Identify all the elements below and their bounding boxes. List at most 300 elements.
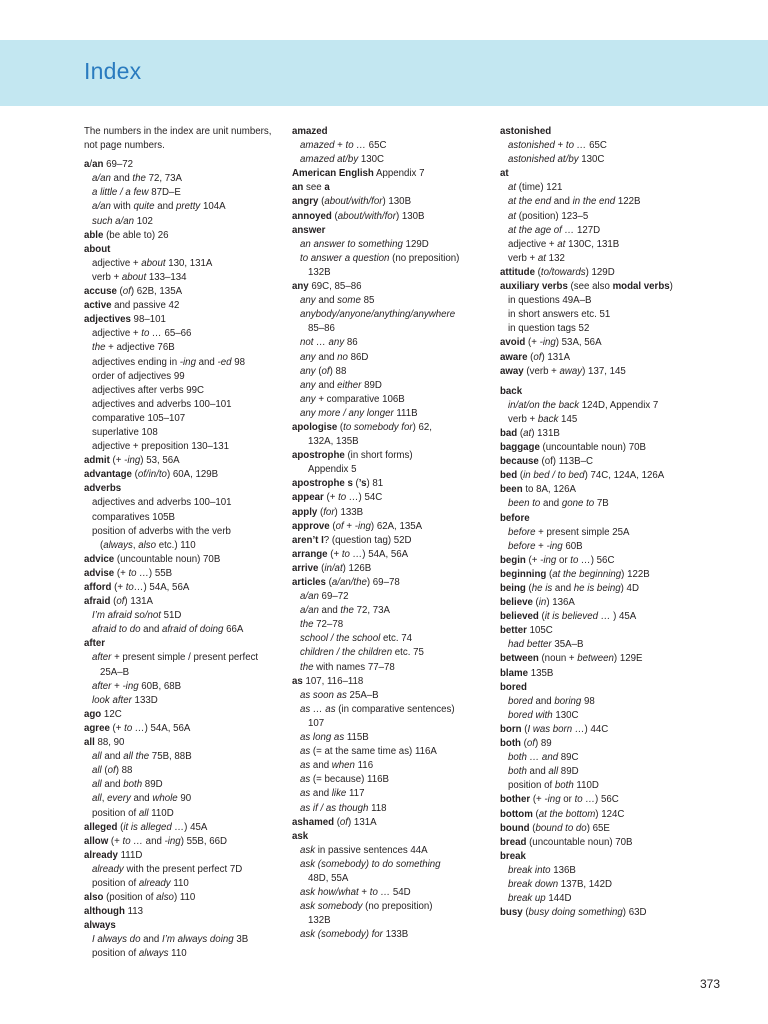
index-text: ask (somebody) for (300, 929, 383, 941)
index-entry (292, 816, 484, 830)
index-text: such a/an (92, 215, 135, 227)
index-text: (no preposition) (389, 252, 460, 264)
index-text: of (526, 738, 535, 750)
index-text: ) 130B (395, 210, 425, 222)
index-subentry (500, 765, 710, 779)
index-text: 122B (615, 196, 641, 208)
index-text: (time) 121 (516, 182, 563, 194)
index-entry (500, 850, 710, 864)
index-subentry (84, 186, 276, 200)
index-entry (292, 576, 484, 590)
index-text: any more / any longer (300, 407, 394, 419)
index-text: and (552, 583, 574, 594)
index-text: all (92, 765, 102, 777)
index-text: in (538, 597, 547, 609)
index-text: bored (508, 695, 533, 707)
index-entry (500, 441, 710, 455)
index-subentry (292, 787, 484, 801)
index-text: Appendix 7 (373, 168, 425, 180)
index-entry (84, 299, 276, 313)
index-text: (uncountable noun) 70B (539, 442, 646, 454)
index-text: 133D (131, 694, 158, 706)
index-entry (500, 808, 710, 822)
index-text: ( (538, 611, 545, 623)
index-text: (uncountable noun) 70B (114, 553, 221, 565)
index-text: I was born … (527, 723, 585, 735)
index-text: also (84, 892, 104, 904)
index-text: -ing (124, 455, 141, 467)
index-subentry (292, 266, 484, 280)
index-entry (84, 919, 276, 933)
index-text: in/at/on the back (508, 399, 580, 411)
index-text: always (138, 948, 169, 960)
index-subentry (292, 773, 484, 787)
index-text: ( (522, 907, 529, 919)
index-subentry (500, 497, 710, 511)
index-text: ( (317, 506, 324, 518)
index-subentry (500, 864, 710, 878)
index-text: 127D (574, 224, 601, 236)
index-entry (84, 849, 276, 863)
index-text: position of (508, 780, 555, 792)
index-subentry (292, 914, 484, 928)
index-entry (292, 491, 484, 505)
index-subentry (84, 694, 276, 708)
index-text: (in short forms) (344, 450, 413, 462)
index-entry (84, 835, 276, 849)
index-subentry (500, 308, 710, 322)
index-entry (500, 266, 710, 280)
index-text: bored with (508, 709, 553, 721)
index-text: + (535, 540, 547, 552)
index-text: any (300, 365, 316, 377)
index-text: at (500, 168, 509, 180)
index-text: allow (84, 835, 109, 847)
index-subentry (84, 327, 276, 341)
index-text: I’m always doing (162, 934, 234, 946)
index-entry (292, 224, 484, 238)
index-text: 25A–B (346, 689, 379, 701)
index-text: ) 54A, 56A (143, 582, 190, 593)
index-text: school / the school (300, 633, 381, 645)
index-text: to 8A, 126A (522, 484, 576, 496)
index-text: ’s (358, 478, 367, 490)
index-text: of (321, 365, 330, 377)
index-subentry (292, 745, 484, 759)
index-subentry (292, 463, 484, 477)
index-text: adjectives and adverbs 100–101 (92, 398, 232, 410)
index-text: and (154, 201, 177, 213)
index-entry (500, 582, 710, 596)
index-text: in question tags 52 (508, 323, 590, 335)
index-subentry (292, 351, 484, 365)
index-text: bad (500, 427, 518, 439)
index-subentry (292, 886, 484, 900)
index-text: ( (117, 821, 124, 833)
index-subentry (84, 440, 276, 454)
page-number: 373 (700, 977, 721, 991)
index-text: and (101, 779, 124, 791)
index-text: boring (554, 695, 582, 707)
index-text: no (337, 351, 348, 363)
index-text: 51D (160, 610, 182, 622)
index-entry (500, 836, 710, 850)
index-text: after (92, 680, 112, 692)
index-text: ask how/what (300, 887, 359, 899)
index-subentry (292, 336, 484, 350)
index-text: as (300, 774, 311, 786)
index-text: ( (532, 597, 539, 609)
index-text: to somebody for (343, 421, 413, 433)
index-entry (84, 158, 276, 172)
index-entry (500, 822, 710, 836)
index-text: a (84, 159, 90, 171)
index-text: 130C, 131B (565, 238, 620, 250)
index-text: of (335, 520, 344, 532)
index-subentry (84, 215, 276, 229)
index-text: 105C (526, 625, 553, 637)
index-text: busy (500, 907, 523, 919)
index-text: 60B (562, 540, 583, 552)
index-text: 86D (347, 351, 369, 363)
index-text: position of adverbs with the verb (92, 525, 231, 537)
index-text: 3B (233, 934, 249, 946)
index-entry (84, 229, 276, 243)
index-text: ( (329, 520, 336, 532)
index-text: astonished at/by (508, 154, 579, 166)
index-text: position of (92, 807, 139, 819)
index-text: -ed (217, 356, 232, 368)
index-text: + present simple 25A (535, 526, 630, 538)
index-text: 89D (142, 779, 163, 791)
index-text: ) 124C (595, 808, 625, 820)
index-text: alleged (84, 821, 118, 833)
index-text: ) 55B, 66D (180, 835, 227, 847)
index-entry (292, 167, 484, 181)
index-entry (500, 469, 710, 483)
index-text: with names 77–78 (313, 661, 395, 673)
index-text: ) 62, (412, 421, 432, 433)
index-entry (84, 285, 276, 299)
index-text: 98 (581, 695, 595, 707)
index-text: apply (292, 506, 318, 518)
index-text: ( (100, 539, 104, 551)
index-text: ) 110 (173, 892, 196, 904)
index-entry (500, 737, 710, 751)
index-text: all (92, 751, 102, 763)
index-text: 7B (594, 498, 609, 510)
index-text: order of adjectives 99 (92, 370, 185, 382)
index-text: ago (84, 708, 102, 720)
index-entry (500, 336, 710, 350)
index-entry (292, 210, 484, 224)
index-text: modal verbs (612, 281, 670, 293)
index-text: and (532, 695, 555, 707)
index-text: ) 131A (348, 816, 377, 828)
index-text: (position of (103, 892, 157, 904)
index-text: whole (152, 793, 178, 805)
index-text: (= at the same time as) 116A (310, 746, 437, 758)
index-subentry (500, 252, 710, 266)
index-text: apostrophe (292, 450, 345, 462)
index-text: for (323, 506, 335, 518)
index-text: 110 (170, 877, 189, 889)
index-text: gone to (561, 498, 595, 510)
index-text: 12C (101, 708, 122, 720)
index-text: about (121, 271, 147, 283)
index-text: 54D (390, 887, 411, 899)
index-text: the (132, 173, 146, 185)
index-text: ) 129E (613, 653, 643, 665)
index-text: born (500, 723, 522, 735)
index-subentry (500, 878, 710, 892)
index-text: 89C (558, 752, 579, 764)
index-text: , (101, 793, 108, 805)
index-text: + (343, 520, 355, 532)
index-text: -ing (122, 680, 139, 692)
index-text: at (523, 427, 532, 439)
index-entry (292, 449, 484, 463)
index-text: at (508, 182, 517, 194)
index-text: because (500, 456, 539, 468)
index-text: ) 62B, 135A (130, 286, 183, 298)
index-text: apostrophe s (292, 478, 353, 490)
index-entry (84, 821, 276, 835)
index-entry (292, 477, 484, 491)
index-text: 130C (358, 154, 385, 166)
index-entry (84, 736, 276, 750)
index-text: (+ (530, 794, 545, 806)
index-entry (292, 280, 484, 294)
index-entry (500, 365, 710, 379)
index-subentry (292, 604, 484, 618)
index-text: believed (500, 611, 539, 623)
index-text: break up (508, 893, 546, 905)
index-text: attitude (500, 266, 535, 278)
index-text: + (111, 680, 123, 692)
index-subentry (84, 172, 276, 186)
index-text: with (110, 201, 134, 213)
index-text: comparative 105–107 (92, 412, 186, 424)
index-text: (no preposition) (362, 901, 433, 913)
index-subentry (292, 590, 484, 604)
index-text: 75B, 88B (149, 751, 192, 763)
index-text: ) (669, 281, 673, 293)
index-text: adverbs (84, 483, 122, 495)
index-subentry (292, 802, 484, 816)
index-text: ask (somebody) to do something (300, 858, 441, 870)
index-text: angry (292, 196, 319, 208)
index-text: ) 63D (622, 907, 647, 919)
index-text: of (533, 351, 542, 363)
index-subentry (292, 252, 484, 266)
index-text: away (559, 365, 583, 377)
index-text: to … (574, 794, 596, 806)
index-text: ) 53A, 56A (555, 337, 602, 349)
index-text: quite (133, 201, 155, 213)
index-text: avoid (500, 337, 526, 349)
index-text: an answer to something (300, 238, 403, 250)
index-text: 111D (117, 849, 143, 861)
index-text: (+ (525, 554, 541, 566)
index-subentry (292, 139, 484, 153)
index-entry (84, 468, 276, 482)
index-entry (500, 793, 710, 807)
index-text: 110D (148, 807, 174, 819)
index-subentry (500, 751, 710, 765)
index-entry (84, 482, 276, 496)
index-text: appear (292, 492, 324, 504)
index-text: see (303, 182, 325, 194)
index-text: of (116, 596, 125, 608)
index-text: 104A (200, 201, 226, 213)
index-entry (500, 351, 710, 365)
index-text: an (292, 182, 304, 194)
index-text: 66A (223, 624, 244, 636)
index-subentry (292, 153, 484, 167)
index-subentry (500, 695, 710, 709)
index-text: an (92, 159, 104, 171)
index-text: 72, 73A (353, 605, 390, 617)
index-text: to … (338, 492, 359, 504)
index-text: advice (84, 553, 115, 565)
index-text: ? (question tag) 52D (323, 534, 412, 546)
index-entry (292, 520, 484, 534)
index-text: adjective + (92, 257, 142, 269)
index-entry (500, 554, 710, 568)
index-text: 90 (177, 793, 192, 805)
index-subentry (84, 271, 276, 285)
index-entry (84, 905, 276, 919)
index-text: about (141, 257, 166, 269)
index-text: 130C (578, 154, 605, 166)
index-text: look after (92, 694, 132, 706)
index-text: 89D (558, 766, 579, 778)
index-text: ) 88 (115, 765, 133, 777)
index-text: -ing (544, 794, 561, 806)
index-text: (in comparative sentences) (335, 703, 455, 715)
index-text: + (554, 140, 566, 152)
index-text: and (315, 351, 338, 363)
index-text: a little / a few (92, 187, 149, 199)
index-entry (84, 313, 276, 327)
index-text: 132A, 135B (308, 436, 359, 448)
index-text: 69C, 85–86 (308, 281, 362, 293)
index-text: pretty (176, 201, 201, 213)
index-text: ) 53, 56A (140, 455, 180, 467)
index-subentry (84, 680, 276, 694)
index-text: ) 137, 145 (582, 365, 626, 377)
index-intro (84, 125, 276, 153)
index-text: he is (531, 583, 553, 594)
index-text: -ing (540, 554, 557, 566)
index-text: bound to do (535, 822, 587, 834)
index-text: any (300, 393, 316, 405)
index-text: the (300, 661, 314, 673)
index-text: 111B (393, 407, 418, 419)
index-text: 124D, Appendix 7 (579, 399, 659, 411)
index-text: 136B (550, 864, 576, 876)
index-text: in questions 49A–B (508, 295, 592, 307)
index-text: also (138, 539, 157, 551)
index-text: (= because) 116B (310, 774, 389, 786)
index-text: 144D (545, 893, 572, 905)
index-subentry (84, 933, 276, 947)
index-text: at the end (508, 196, 552, 208)
index-text: I’m afraid so/not (92, 610, 161, 622)
index-subentry (292, 661, 484, 675)
index-entry (84, 595, 276, 609)
index-entry (84, 722, 276, 736)
index-subentry (84, 778, 276, 792)
index-text: ( (110, 596, 117, 608)
index-entry (84, 454, 276, 468)
index-subentry (84, 511, 276, 525)
index-subentry (84, 341, 276, 355)
index-text: verb + (508, 413, 538, 425)
index-text: of (339, 816, 349, 828)
index-text: position of (92, 948, 139, 960)
index-entry (292, 421, 484, 435)
index-text: to … (565, 140, 587, 152)
index-entry (84, 567, 276, 581)
index-subentry (500, 139, 710, 153)
index-subentry (292, 872, 484, 886)
index-subentry (500, 224, 710, 238)
index-subentry (84, 539, 276, 553)
index-subentry (84, 370, 276, 384)
index-text: 25A–B (100, 666, 130, 678)
index-text: 115B (344, 732, 369, 744)
index-text: ( (525, 583, 532, 594)
index-subentry (292, 858, 484, 872)
index-subentry (500, 210, 710, 224)
index-subentry (84, 356, 276, 370)
index-subentry (84, 877, 276, 891)
index-text: 89D (361, 379, 382, 391)
index-text: ( (529, 822, 536, 834)
index-entry (292, 125, 484, 139)
index-text: ) 131B (531, 427, 560, 439)
index-text: bread (500, 836, 527, 848)
index-text: 107, 116–118 (302, 675, 364, 687)
index-text: verb + (92, 271, 122, 283)
index-text: busy doing something (528, 907, 623, 919)
index-text: (+ (111, 582, 126, 593)
index-subentry (292, 731, 484, 745)
index-text: in passive sentences 44A (315, 844, 428, 856)
index-text: 110 (168, 948, 187, 960)
index-subentry (292, 632, 484, 646)
index-text: after (84, 638, 105, 650)
index-subentry (292, 407, 484, 421)
index-text: -ing (546, 540, 563, 552)
index-text: already (138, 877, 171, 889)
index-text: back (500, 385, 523, 397)
index-text: and (140, 624, 163, 636)
index-text: (see also (567, 281, 613, 293)
index-text: and (526, 766, 549, 778)
index-text: ( (116, 286, 123, 298)
index-entry (84, 581, 276, 595)
index-text: ) 136A (546, 597, 575, 609)
index-text: and (310, 760, 332, 772)
index-text: been to (508, 498, 541, 510)
index-subentry (500, 892, 710, 906)
index-text: (of) 113B–C (538, 456, 593, 468)
index-text: + comparative 106B (315, 393, 405, 405)
index-entry (292, 181, 484, 195)
